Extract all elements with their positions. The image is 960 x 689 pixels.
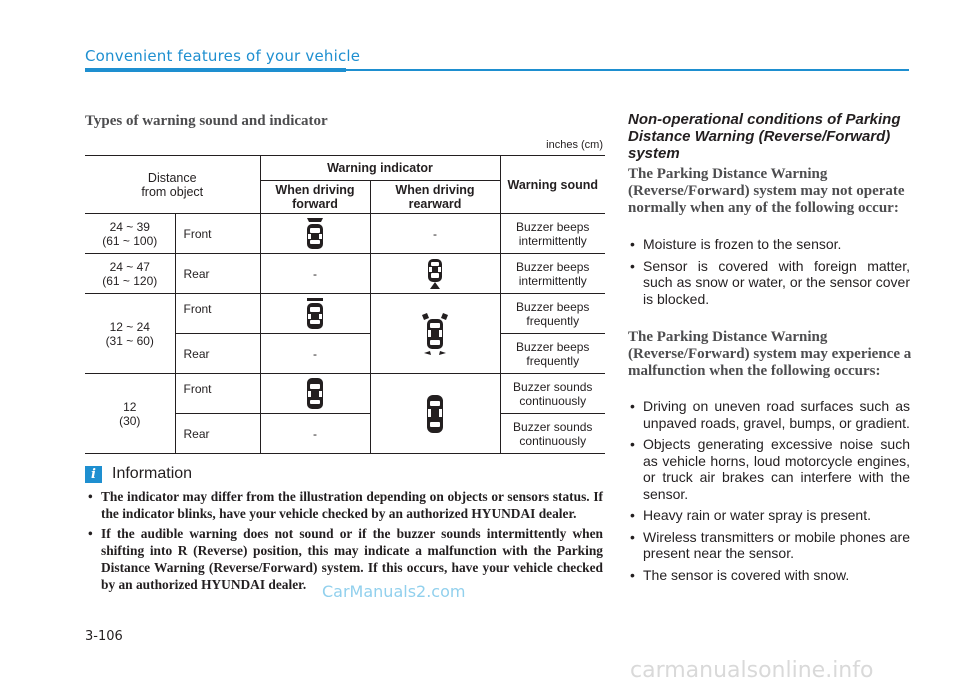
sound-cell: Buzzer beeps intermittently [500,254,605,294]
list-item: • Objects generating excessive noise such as vehicle horns, loud motorcycle engines, or truck air brakes can interfere with the sensor. [628,436,910,502]
right-list-1 [628,236,910,312]
watermark-corner: carmanualsonline.info [630,658,874,683]
sound-cell: Buzzer sounds continuously [500,414,605,454]
rearward-indicator-cell: - [370,214,500,254]
position-cell: Rear [175,414,260,454]
forward-indicator-cell: - [260,414,370,454]
list-item: • The sensor is covered with snow. [628,567,910,584]
car-all-sensors-icon [420,312,450,356]
page-header-title: Convenient features of your vehicle [85,47,361,65]
distance-cell: 12 ~ 24 (31 ~ 60) [85,294,175,374]
right-subheading-2: The Parking Distance Warning (Reverse/Forward) system may experience a malfunction when the following occurs: [628,329,912,379]
warning-table [85,155,605,454]
header-warning-indicator: Warning indicator [260,156,500,181]
list-item: • Heavy rain or water spray is present. [628,507,910,524]
rearward-indicator-cell [370,254,500,294]
forward-indicator-cell: - [260,254,370,294]
right-section-title: Non-operational conditions of Parking Distance Warning (Reverse/Forward) system [628,111,901,162]
list-item: • Sensor is covered with foreign matter, such as snow or water, or the sensor cover is blocked. [628,258,910,308]
position-cell: Front [175,214,260,254]
watermark-center: CarManuals2.com [322,582,466,601]
position-cell: Front [175,294,260,334]
sound-cell: Buzzer beeps frequently [500,334,605,374]
table-row [85,374,605,414]
forward-indicator-cell: - [260,334,370,374]
rearward-indicator-cell [370,374,500,454]
forward-indicator-cell [260,374,370,414]
unit-note: inches (cm) [546,139,603,151]
info-icon: i [85,466,102,483]
position-cell: Rear [175,334,260,374]
table-row [85,294,605,334]
information-heading [85,464,192,484]
section-title: Types of warning sound and indicator [85,113,328,129]
header-forward: When driving forward [260,181,370,214]
header-warning-sound: Warning sound [500,156,605,214]
forward-indicator-cell [260,294,370,334]
position-cell: Front [175,374,260,414]
distance-cell: 24 ~ 39 (61 ~ 100) [85,214,175,254]
distance-cell: 24 ~ 47 (61 ~ 120) [85,254,175,294]
position-cell: Rear [175,254,260,294]
list-item: • The indicator may differ from the illustration depending on objects or sensors status. If the indicator blinks, have your vehicle checked by an authorized HYUNDAI dealer. [85,489,603,522]
header-rearward: When driving rearward [370,181,500,214]
list-item: • Driving on uneven road surfaces such as unpaved roads, gravel, bumps, or gradient. [628,398,910,431]
car-rear-sensor-icon [426,258,444,290]
sound-cell: Buzzer sounds continuously [500,374,605,414]
table-row [85,214,605,254]
table-row [85,254,605,294]
header-rule-thick [85,68,346,72]
rearward-indicator-cell [370,294,500,374]
right-subheading-1: The Parking Distance Warning (Reverse/Forward) system may not operate normally when any of the following occur: [628,166,905,216]
list-item: • If the audible warning does not sound or if the buzzer sounds intermittently when shifting into R (Reverse) position, this may indicate a malfunction with the Parking Distance Warning (Reverse/Forward) system. If this occurs, have your vehicle checked by an authorized HYUNDAI dealer. [85,526,603,593]
information-list [85,489,603,597]
right-list-2 [628,398,910,588]
page-number: 3-106 [85,629,123,644]
information-label: Information [112,465,193,482]
sound-cell: Buzzer beeps frequently [500,294,605,334]
car-front-sensor-icon [304,217,326,251]
car-front-continuous-icon [304,377,326,411]
header-distance: Distance from object [85,156,260,214]
car-front-close-icon [304,297,326,331]
car-all-continuous-icon [424,394,446,434]
list-item: • Wireless transmitters or mobile phones are present near the sensor. [628,529,910,562]
forward-indicator-cell [260,214,370,254]
list-item: • Moisture is frozen to the sensor. [628,236,910,253]
distance-cell: 12 (30) [85,374,175,454]
header-rule-thin [346,69,909,71]
sound-cell: Buzzer beeps intermittently [500,214,605,254]
